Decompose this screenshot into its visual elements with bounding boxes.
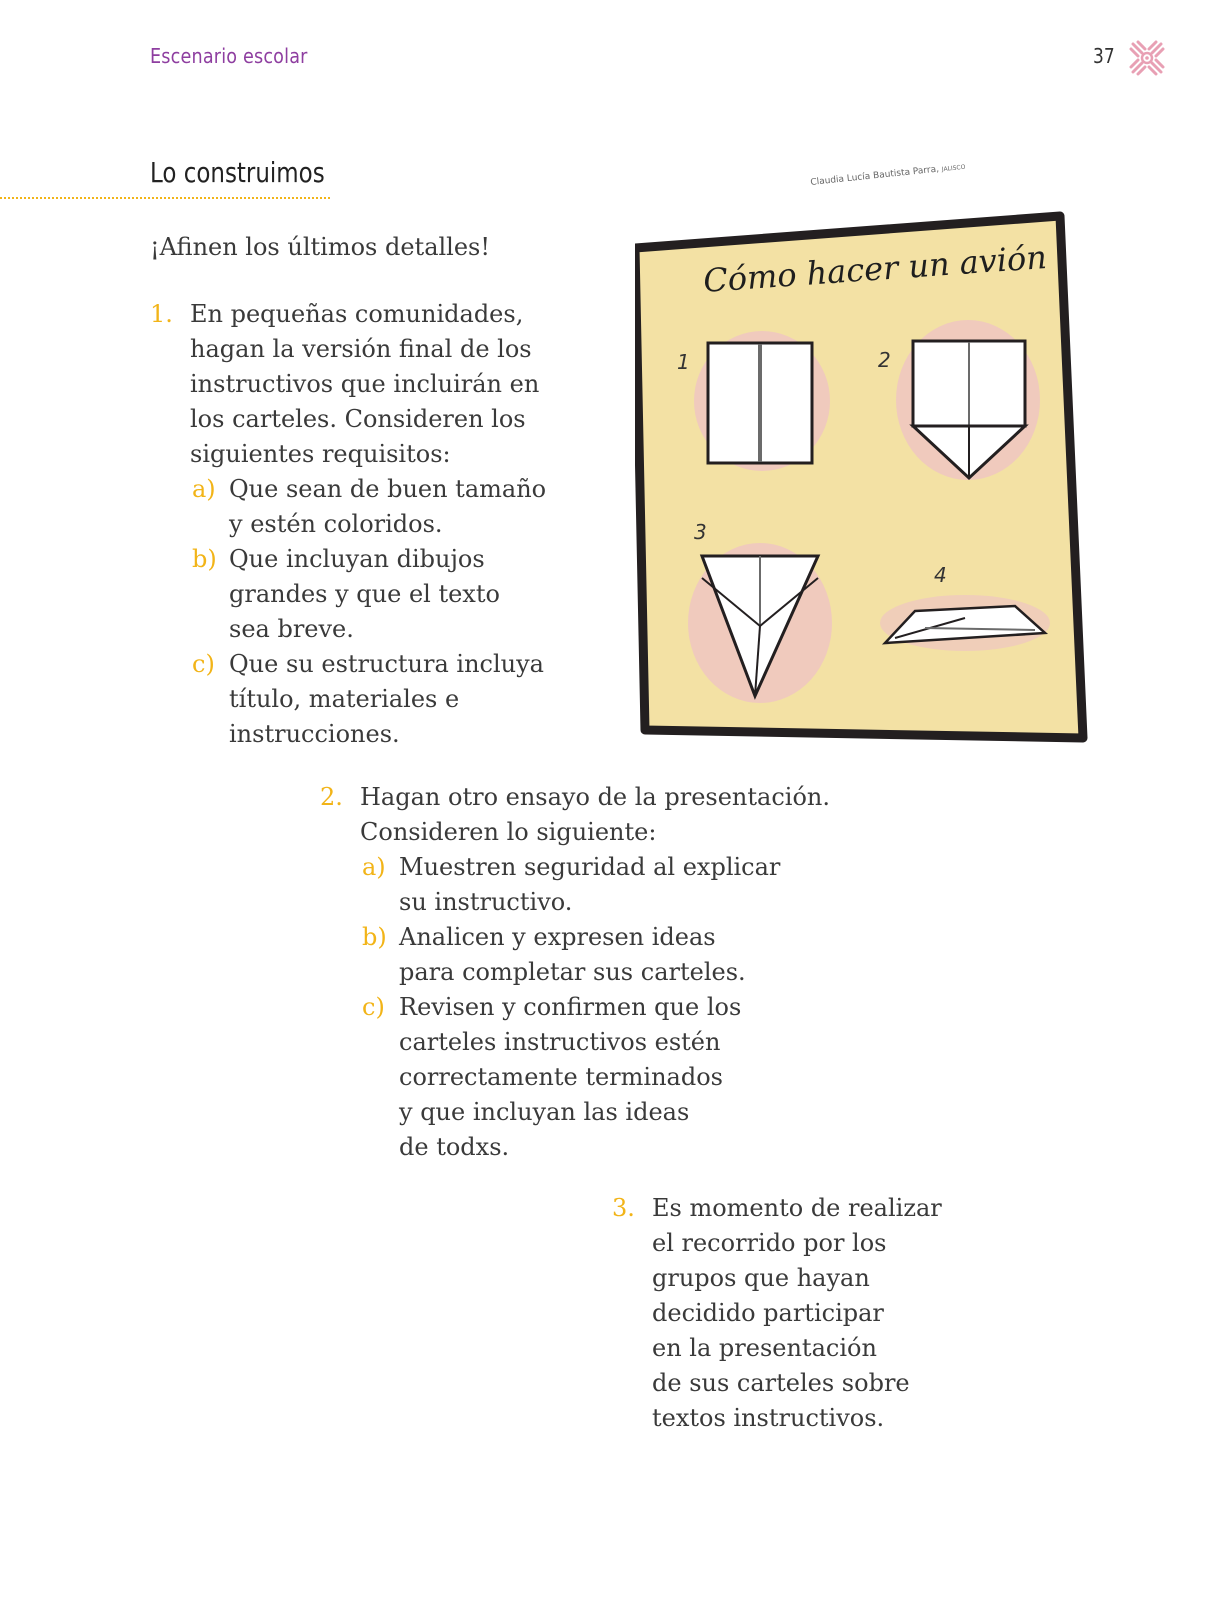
subitem-letter: a): [192, 475, 216, 503]
item-text-line: hagan la versión final de los: [190, 335, 532, 363]
step-number-2: 2: [878, 348, 891, 372]
subitem-letter: c): [362, 993, 385, 1021]
item-text-line: de sus carteles sobre: [652, 1369, 910, 1397]
title-divider: [0, 197, 330, 199]
subitem-text-line: para completar sus carteles.: [399, 958, 746, 986]
item-text-line: siguientes requisitos:: [190, 440, 451, 468]
subitem-letter: b): [192, 545, 217, 573]
intro-text: ¡Afinen los últimos detalles!: [150, 233, 491, 261]
decorative-emblem-icon: [1129, 40, 1165, 76]
item-text-line: Hagan otro ensayo de la presentación.: [360, 783, 830, 811]
subitem-letter: c): [192, 650, 215, 678]
subitem-text-line: correctamente terminados: [399, 1063, 723, 1091]
step-number-3: 3: [694, 520, 707, 544]
subitem-text-line: y que incluyan las ideas: [399, 1098, 690, 1126]
credit-name: Claudia Lucía Bautista Parra,: [810, 164, 940, 188]
item-text-line: instructivos que incluirán en: [190, 370, 540, 398]
running-header: Escenario escolar: [150, 44, 308, 68]
page-number: 37: [1093, 44, 1115, 68]
section-title: Lo construimos: [150, 156, 325, 189]
subitem-text-line: de todxs.: [399, 1133, 510, 1161]
item-text-line: Es momento de realizar: [652, 1194, 942, 1222]
item-text-line: decidido participar: [652, 1299, 884, 1327]
subitem-text-line: Revisen y confirmen que los: [399, 993, 742, 1021]
subitem-text-line: Que su estructura incluya: [229, 650, 544, 678]
subitem-letter: b): [362, 923, 387, 951]
step-number-1: 1: [677, 350, 690, 374]
subitem-text-line: Muestren seguridad al explicar: [399, 853, 781, 881]
poster-title: Cómo hacer un avión: [702, 237, 1049, 300]
subitem-letter: a): [362, 853, 386, 881]
subitem-text-line: Que incluyan dibujos: [229, 545, 485, 573]
subitem-text-line: instrucciones.: [229, 720, 400, 748]
item-number: 1.: [150, 300, 173, 328]
item-text-line: en la presentación: [652, 1334, 877, 1362]
item-text-line: textos instructivos.: [652, 1404, 885, 1432]
subitem-text-line: Que sean de buen tamaño: [229, 475, 547, 503]
subitem-text-line: sea breve.: [229, 615, 354, 643]
item-number: 2.: [320, 783, 343, 811]
item-text-line: el recorrido por los: [652, 1229, 887, 1257]
subitem-text-line: Analicen y expresen ideas: [399, 923, 716, 951]
item-text-line: Consideren lo siguiente:: [360, 818, 657, 846]
subitem-text-line: grandes y que el texto: [229, 580, 500, 608]
item-text-line: grupos que hayan: [652, 1264, 870, 1292]
item-text-line: los carteles. Consideren los: [190, 405, 526, 433]
step-number-4: 4: [934, 563, 947, 587]
subitem-text-line: carteles instructivos estén: [399, 1028, 721, 1056]
credit-state: JALISCO: [941, 163, 966, 174]
subitem-text-line: título, materiales e: [229, 685, 460, 713]
item-text-line: En pequeñas comunidades,: [190, 300, 524, 328]
item-number: 3.: [612, 1194, 635, 1222]
subitem-text-line: su instructivo.: [399, 888, 573, 916]
subitem-text-line: y estén coloridos.: [229, 510, 443, 538]
